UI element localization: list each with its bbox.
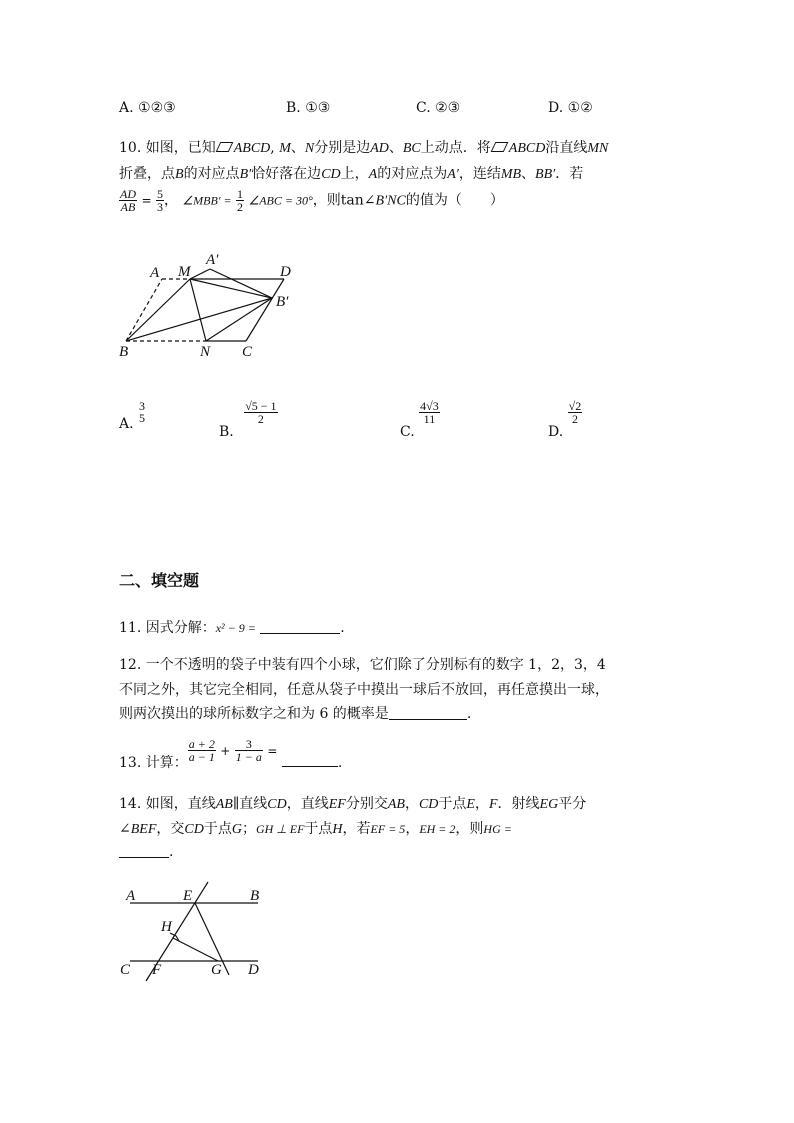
label-e: E [183,888,193,904]
q9-option-b: B. ①③ [286,100,331,116]
segment-apbp [210,269,272,298]
section-heading: 二、填空题 [119,571,200,590]
label-n: N [200,344,211,360]
answer-blank[interactable] [260,619,340,634]
q9-option-d: D. ①② [548,100,593,116]
q10-line-2: 折叠，点B的对应点B′恰好落在边CD上，A的对应点为A′，连结MB、BB′．若 [119,166,584,182]
q9-option-a: A. ①②③ [119,100,176,116]
label-b: B [250,888,260,904]
label-b-prime: B′ [276,294,289,310]
q10-line-1: 10. 如图，已知 ABCD, M、N分别是边AD、BC上动点．将 ABCD沿直线MN [119,140,609,156]
label-a: A [126,888,136,904]
q9-option-c: C. ②③ [416,100,461,116]
segment-hg [173,938,218,961]
fraction-3: $\frac{3}{1 - a}$ [235,737,262,764]
answer-blank[interactable] [119,843,169,858]
q14-line-2: ∠BEF，交CD于点G；GH ⊥ EF于点H，若EF = 5，EH = 2，则HG = [119,821,512,837]
answer-blank[interactable] [282,752,338,767]
q12-line-3: 则两次摸出的球所标数字之和为 6 的概率是 . [119,706,472,722]
label-g: G [211,962,222,978]
label-a: A [150,265,160,281]
q10-line-3: $\frac{AD}{AB}$ = $\frac{5}{3}$ ， ∠MBB′ = $\frac{1}{2}$ ∠ABC = 30°，则tan∠B′NC的值为（ ） [120,187,504,214]
q10-option-c: C. $\frac{4√3}{11}$ [400,399,439,440]
q12-line-2: 不同之外，其它完全相同，任意从袋子中摸出一球后不放回，再任意摸出一球， [119,682,609,698]
q10-option-b: B. $\frac{√5 - 1}{2}$ [219,399,277,440]
q13: 13. 计算： $\frac{a + 2}{a - 1}$ + $\frac{3}{1 - a}$ = . [119,737,343,771]
answer-blank[interactable] [389,705,467,720]
q11: 11. 因式分解：x² − 9 = . [119,620,345,636]
parallelogram-icon [215,142,233,152]
fraction-a-plus-2: $\frac{a + 2}{a - 1}$ [188,737,215,764]
label-d: D [280,264,291,280]
q10-parallelogram-figure [110,248,310,364]
fraction-ad-ab: $\frac{AD}{AB}$ [120,187,136,214]
label-a-prime: A′ [206,252,219,268]
fraction-1-2: $\frac{1}{2}$ [237,187,244,214]
fraction-5-3: $\frac{5}{3}$ [156,187,163,214]
fold-line-mn [190,279,206,341]
parallelogram-icon [490,142,508,152]
segment-mbp [190,279,272,298]
label-m: M [178,264,191,280]
q10-option-d: D. $\frac{√2}{2}$ [548,399,582,440]
q14-line-3: . [119,843,173,860]
segment-nbp [206,298,272,341]
label-b: B [119,344,129,360]
q12-line-1: 12. 一个不透明的袋子中装有四个小球，它们除了分别标有的数字 1，2，3，4 [119,657,606,673]
label-f: F [152,962,162,978]
q14-line-1: 14. 如图，直线AB∥直线CD，直线EF分别交AB，CD于点E，F．射线EG平分 [119,796,587,812]
label-c: C [242,344,253,360]
label-h: H [161,919,172,935]
q14-parallel-lines-figure [110,878,280,982]
q10-option-a: A. 3 5 [119,399,146,432]
segment-apm [190,269,210,279]
label-c: C [120,962,131,978]
label-d: D [248,962,259,978]
